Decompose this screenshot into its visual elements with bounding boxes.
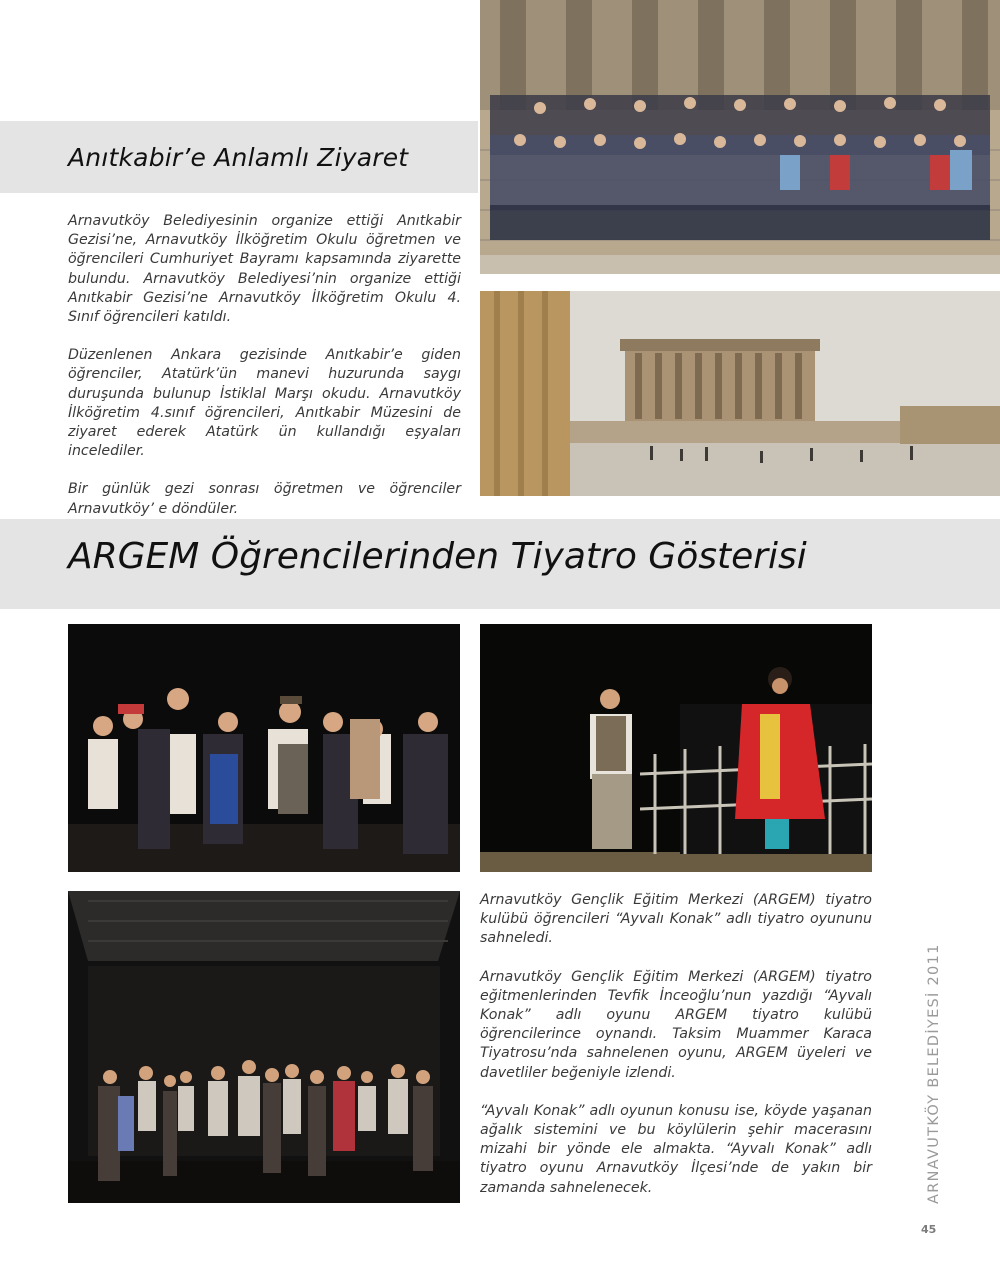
section2-title: ARGEM Öğrencilerinden Tiyatro Gösterisi <box>68 536 807 577</box>
photo-curtain-call <box>68 891 460 1203</box>
section1-body <box>68 212 461 538</box>
section1-paragraph-3: Bir günlük gezi sonrası öğretmen ve öğrenciler Arnavutköy’ e döndüler. <box>68 481 461 517</box>
photo-two-actors-performing <box>480 624 872 872</box>
section2-body <box>480 891 872 1217</box>
section1-title: Anıtkabir’e Anlamlı Ziyaret <box>68 143 409 172</box>
page-number: 45 <box>921 1223 937 1236</box>
section2-paragraph-1: Arnavutköy Gençlik Eğitim Merkezi (ARGEM) tiyatro kulübü öğrencileri “Ayvalı Konak” adlı tiyatro oyununu sahneledi. <box>480 892 872 947</box>
photo-anitkabir-building <box>480 291 1000 496</box>
section1-paragraph-2: Düzenlenen Ankara gezisinde Anıtkabir’e giden öğrenciler, Atatürk’ün manevi huzurunda saygı duruşunda bulunup İstiklal Marşı okudu. Arnavutköy İlköğretim 4.sınıf öğrencileri, Anıtkabir Müzesini de ziyaret ederek Atatürk ün kullandığı eşyaları incelediler. <box>68 347 461 460</box>
section1-paragraph-1: Arnavutköy Belediyesinin organize ettiği Anıtkabir Gezisi’ne, Arnavutköy İlköğretim Okulu öğretmen ve öğrencileri Cumhuriyet Bayramı kapsamında ziyarette bulundu. Arnavutköy Belediyesi’nin organize ettiği Anıtkabir Gezisi’ne Arnavutköy İlköğretim Okulu 4. Sınıf öğrencileri katıldı. <box>68 213 461 326</box>
photo-actors-on-stage <box>68 624 460 872</box>
sidebar-publication-label: ARNAVUTKÖY BELEDİYESİ 2011 <box>926 943 942 1204</box>
section2-paragraph-2: Arnavutköy Gençlik Eğitim Merkezi (ARGEM) tiyatro eğitmenlerinden Tevfik İnceoğlu’nun yazdığı “Ayvalı Konak” adlı oyunu ARGEM tiyatro kulübü öğrencilerince oynandı. Taksim Muammer Karaca Tiyatrosu’nda sahnelenen oyunu, ARGEM üyeleri ve davetliler beğeniyle izlendi. <box>480 968 872 1081</box>
section2-paragraph-3: “Ayvalı Konak” adlı oyunun konusu ise, köyde yaşanan ağalık sistemini ve bu köylülerin şehir macerasını mizahi bir yönde ele almakta. “Ayvalı Konak” adlı tiyatro oyunu Arnavutköy İlçesi’nde de yakın bir zamanda sahnelenecek. <box>480 1102 872 1196</box>
photo-group-on-steps <box>480 0 1000 274</box>
